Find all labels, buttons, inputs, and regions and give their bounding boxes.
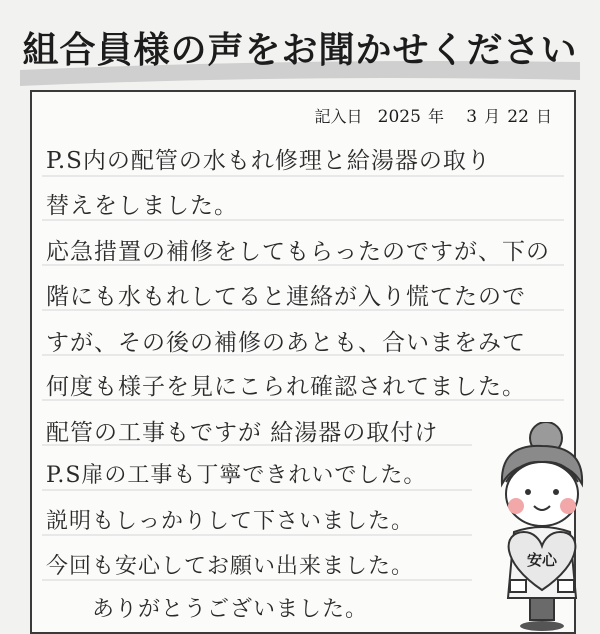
comment-line: すが、その後の補修のあとも、合いまをみて <box>46 330 526 356</box>
eye-right <box>553 489 559 495</box>
cheek-right <box>560 498 576 514</box>
cheek-left <box>508 498 524 514</box>
comment-line: 応急措置の補修をしてもらったのですが、下の <box>46 239 550 265</box>
date-year-unit: 年 <box>428 107 445 126</box>
date-day-unit: 日 <box>535 107 552 126</box>
comment-card <box>30 90 576 634</box>
date-year: 2025 <box>377 107 421 127</box>
page-title: 組合員様の声をお聞かせください <box>22 30 578 71</box>
comment-line: 配管の工事もですが 給湯器の取付け <box>46 420 439 446</box>
comment-line: 替えをしました。 <box>46 193 238 219</box>
eye-left <box>525 489 531 495</box>
face <box>506 462 578 526</box>
hand-left <box>510 580 526 592</box>
entry-date <box>315 104 552 127</box>
date-label: 記入日 <box>314 107 363 126</box>
date-month-unit: 月 <box>484 107 501 126</box>
date-day: 22 <box>507 107 529 127</box>
mascot-illustration <box>480 422 600 632</box>
comment-line: 今回も安心してお願い出来ました。 <box>46 554 415 579</box>
shoes <box>520 621 564 631</box>
hand-right <box>558 580 574 592</box>
comment-line: 説明もしっかりして下さいました。 <box>46 509 415 534</box>
comment-line: 階にも水もれしてると連絡が入り慌てたので <box>46 284 526 310</box>
heart-text: 安心 <box>526 551 558 569</box>
title-banner <box>0 0 600 92</box>
comment-line: P.S内の配管の水もれ修理と給湯器の取り <box>46 148 491 174</box>
legs <box>530 598 554 620</box>
date-month: 3 <box>466 107 478 127</box>
comment-line: ありがとうございました。 <box>92 597 369 622</box>
comment-line: P.S扉の工事も丁寧できれいでした。 <box>46 463 427 488</box>
comment-line: 何度も様子を見にこられ確認されてました。 <box>46 374 526 400</box>
